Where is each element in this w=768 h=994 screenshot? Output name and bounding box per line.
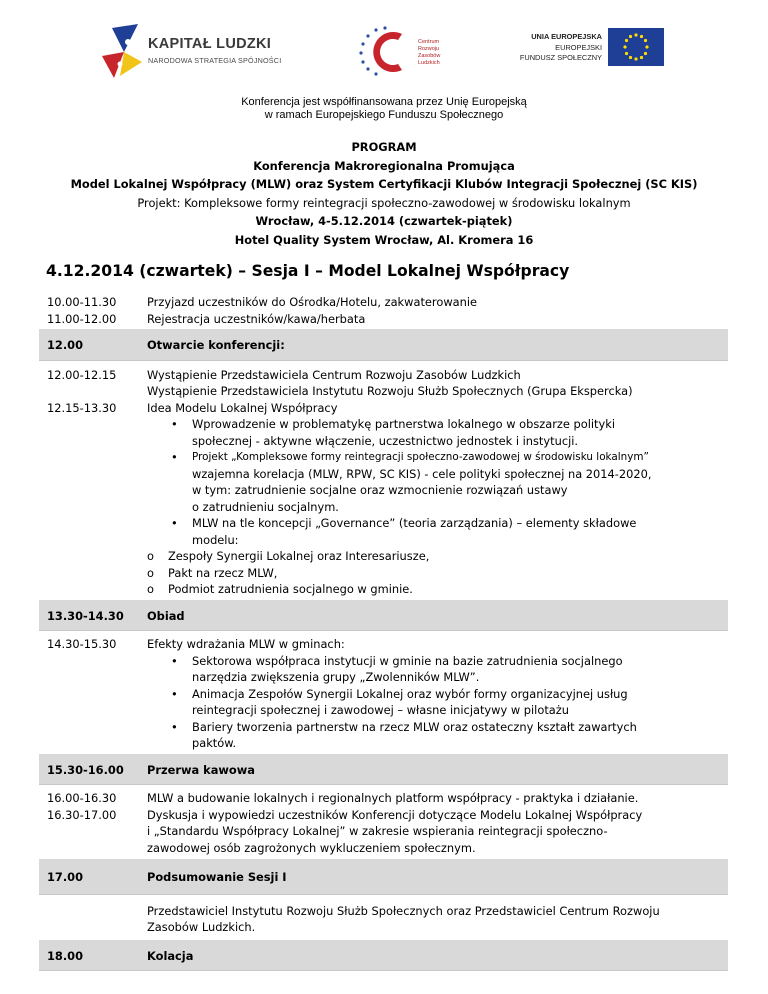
bullet-item: • MLW na tle koncepcji „Governance” (teoria zarządzania) – elementy składowe modelu:: [171, 516, 637, 547]
time-cell: 16.30-17.00: [47, 807, 117, 822]
schedule-row: [39, 361, 728, 601]
content-line: Zasobów Ludzkich.: [147, 920, 256, 934]
sub-bullet-item: o Zespoły Synergii Lokalnej oraz Interesariusze,: [147, 549, 430, 563]
content-line: Kolacja: [147, 948, 194, 963]
bullet-icon: •: [171, 450, 178, 464]
schedule-row: [39, 330, 728, 361]
content-line: Przyjazd uczestników do Ośrodka/Hotelu, zakwaterowanie: [147, 295, 478, 309]
content-line: Rejestracja uczestników/kawa/herbata: [147, 311, 366, 326]
content-line: Wystąpienie Przedstawiciela Centrum Rozwoju Zasobów Ludzkich: [147, 367, 521, 382]
kapital-ludzki-name: KAPITAŁ LUDZKI: [148, 36, 272, 52]
bullet-item: • Animacja Zespołów Synergii Lokalnej oraz wybór formy organizacyjnej usług reintegracji społecznej i zawodowej – własne inicjatywy w pilotażu: [171, 686, 628, 717]
time-cell: 10.00-11.30: [47, 295, 117, 309]
content-line: i „Standardu Współpracy Lokalnej” w zakresie wspierania reintegracji społeczno-: [147, 824, 608, 838]
content-line: MLW a budowanie lokalnych i regionalnych platform współpracy - praktyka i działanie.: [147, 791, 639, 805]
content-line: Otwarcie konferencji:: [147, 338, 285, 352]
project-name: Projekt: Kompleksowe formy reintegracji społeczno-zawodowej w środowisku lokalnym: [137, 195, 631, 210]
schedule-row: [39, 601, 728, 632]
content-line: Przerwa kawowa: [147, 762, 255, 777]
time-cell: 12.00-12.15: [47, 367, 117, 382]
model-title: Model Lokalnej Współpracy (MLW) oraz System Certyfikacji Klubów Integracji Społecznej (SC KIS): [70, 177, 698, 191]
schedule-row: [39, 631, 728, 755]
content-line: Obiad: [147, 608, 185, 623]
schedule-row: [39, 895, 728, 941]
bullet-item: • Bariery tworzenia partnerstw na rzecz MLW oraz ostateczny kształt zawartych paktów.: [171, 719, 637, 750]
time-cell: 12.00: [47, 338, 84, 352]
content-line: Wystąpienie Przedstawiciela Instytutu Rozwoju Służb Społecznych (Grupa Ekspercka): [147, 384, 633, 398]
time-cell: 17.00: [47, 870, 84, 884]
circle-bullet-icon: o: [147, 549, 154, 563]
content-line: zawodowej osób zagrożonych wykluczeniem społecznym.: [147, 840, 476, 855]
eu-logo: [504, 32, 664, 72]
program-header: [0, 138, 768, 249]
program-label: PROGRAM: [351, 140, 417, 154]
time-cell: 14.30-15.30: [47, 637, 117, 651]
logo-bar: [0, 22, 768, 82]
schedule-row: [39, 941, 728, 972]
cofunding-note: [0, 96, 768, 122]
time-cell: 18.00: [47, 948, 84, 963]
crzl-line-4: Ludzkich: [418, 60, 440, 66]
circle-bullet-icon: o: [147, 565, 154, 580]
kapital-ludzki-subtitle: NARODOWA STRATEGIA SPÓJNOŚCI: [148, 56, 282, 65]
content-line: Podsumowanie Sesji I: [147, 870, 287, 884]
kapital-ludzki-logo: [98, 22, 308, 80]
schedule-row: [39, 292, 728, 330]
time-cell: 13.30-14.30: [47, 608, 124, 623]
cofunding-line-1: Konferencja jest współfinansowana przez Unię Europejską: [241, 96, 527, 108]
bullet-icon: •: [171, 686, 178, 701]
time-cell: 12.15-13.30: [47, 400, 117, 415]
bullet-icon: •: [171, 516, 178, 530]
eu-line-3: FUNDUSZ SPOŁECZNY: [519, 53, 602, 62]
content-line: Efekty wdrażania MLW w gminach:: [147, 637, 345, 651]
eu-line-2: EUROPEJSKI: [555, 43, 602, 52]
bullet-icon: •: [171, 719, 178, 734]
crzl-line-1: Centrum: [418, 39, 440, 45]
conference-date: Wrocław, 4-5.12.2014 (czwartek-piątek): [255, 214, 513, 228]
schedule-table: [39, 292, 728, 971]
sub-bullet-item: o Pakt na rzecz MLW,: [147, 565, 278, 580]
content-line: Dyskusja i wypowiedzi uczestników Konferencji dotyczące Modelu Lokalnej Współpracy: [147, 807, 643, 822]
eu-flag-icon: [608, 28, 664, 66]
content-line: Przedstawiciel Instytutu Rozwoju Służb Społecznych oraz Przedstawiciel Centrum Rozwoju: [147, 903, 660, 918]
conference-title: Konferencja Makroregionalna Promująca: [253, 158, 515, 173]
sub-bullet-item: o Podmiot zatrudnienia socjalnego w gminie.: [147, 582, 413, 596]
schedule-row: [39, 785, 728, 860]
crzl-emblem: [358, 26, 420, 78]
schedule-row: [39, 860, 728, 895]
eu-line-1: UNIA EUROPEJSKA: [531, 32, 602, 41]
crzl-line-2: Rozwoju: [418, 46, 440, 52]
crzl-line-3: Zasobów: [418, 53, 441, 59]
bullet-item: • Wprowadzenie w problematykę partnerstwa lokalnego w obszarze polityki społecznej - aktywne włączenie, uczestnictwo jednostek i instytucji.: [171, 417, 616, 448]
bullet-icon: •: [171, 417, 178, 431]
schedule-row: [39, 755, 728, 786]
conference-venue: Hotel Quality System Wrocław, Al. Kromera 16: [234, 232, 534, 247]
cofunding-line-2: w ramach Europejskiego Funduszu Społecznego: [264, 109, 504, 121]
crzl-logo: [358, 26, 448, 78]
bullet-item: • Projekt „Kompleksowe formy reintegracji społeczno-zawodowej w środowisku lokalnym” wzajemna korelacja (MLW, RPW, SC KIS) - cele polityki społecznej na 2014-2020, w tym: zatrudnienie socjalne oraz wzmocnienie rozwiązań ustawy o zatrudnieniu socjalnym.: [171, 450, 652, 514]
circle-bullet-icon: o: [147, 582, 154, 596]
time-cell: 15.30-16.00: [47, 762, 124, 777]
content-line: Idea Modelu Lokalnej Współpracy: [147, 400, 338, 415]
time-cell: 16.00-16.30: [47, 791, 117, 805]
time-cell: 11.00-12.00: [47, 311, 117, 326]
bullet-icon: •: [171, 653, 178, 668]
bullet-item: • Sektorowa współpraca instytucji w gminie na bazie zatrudnienia socjalnego narzędzia zwiększenia grupy „Zwolenników MLW”.: [171, 653, 623, 684]
kapital-ludzki-emblem: [98, 22, 146, 80]
session-title: 4.12.2014 (czwartek) – Sesja I – Model Lokalnej Współpracy: [46, 262, 570, 280]
